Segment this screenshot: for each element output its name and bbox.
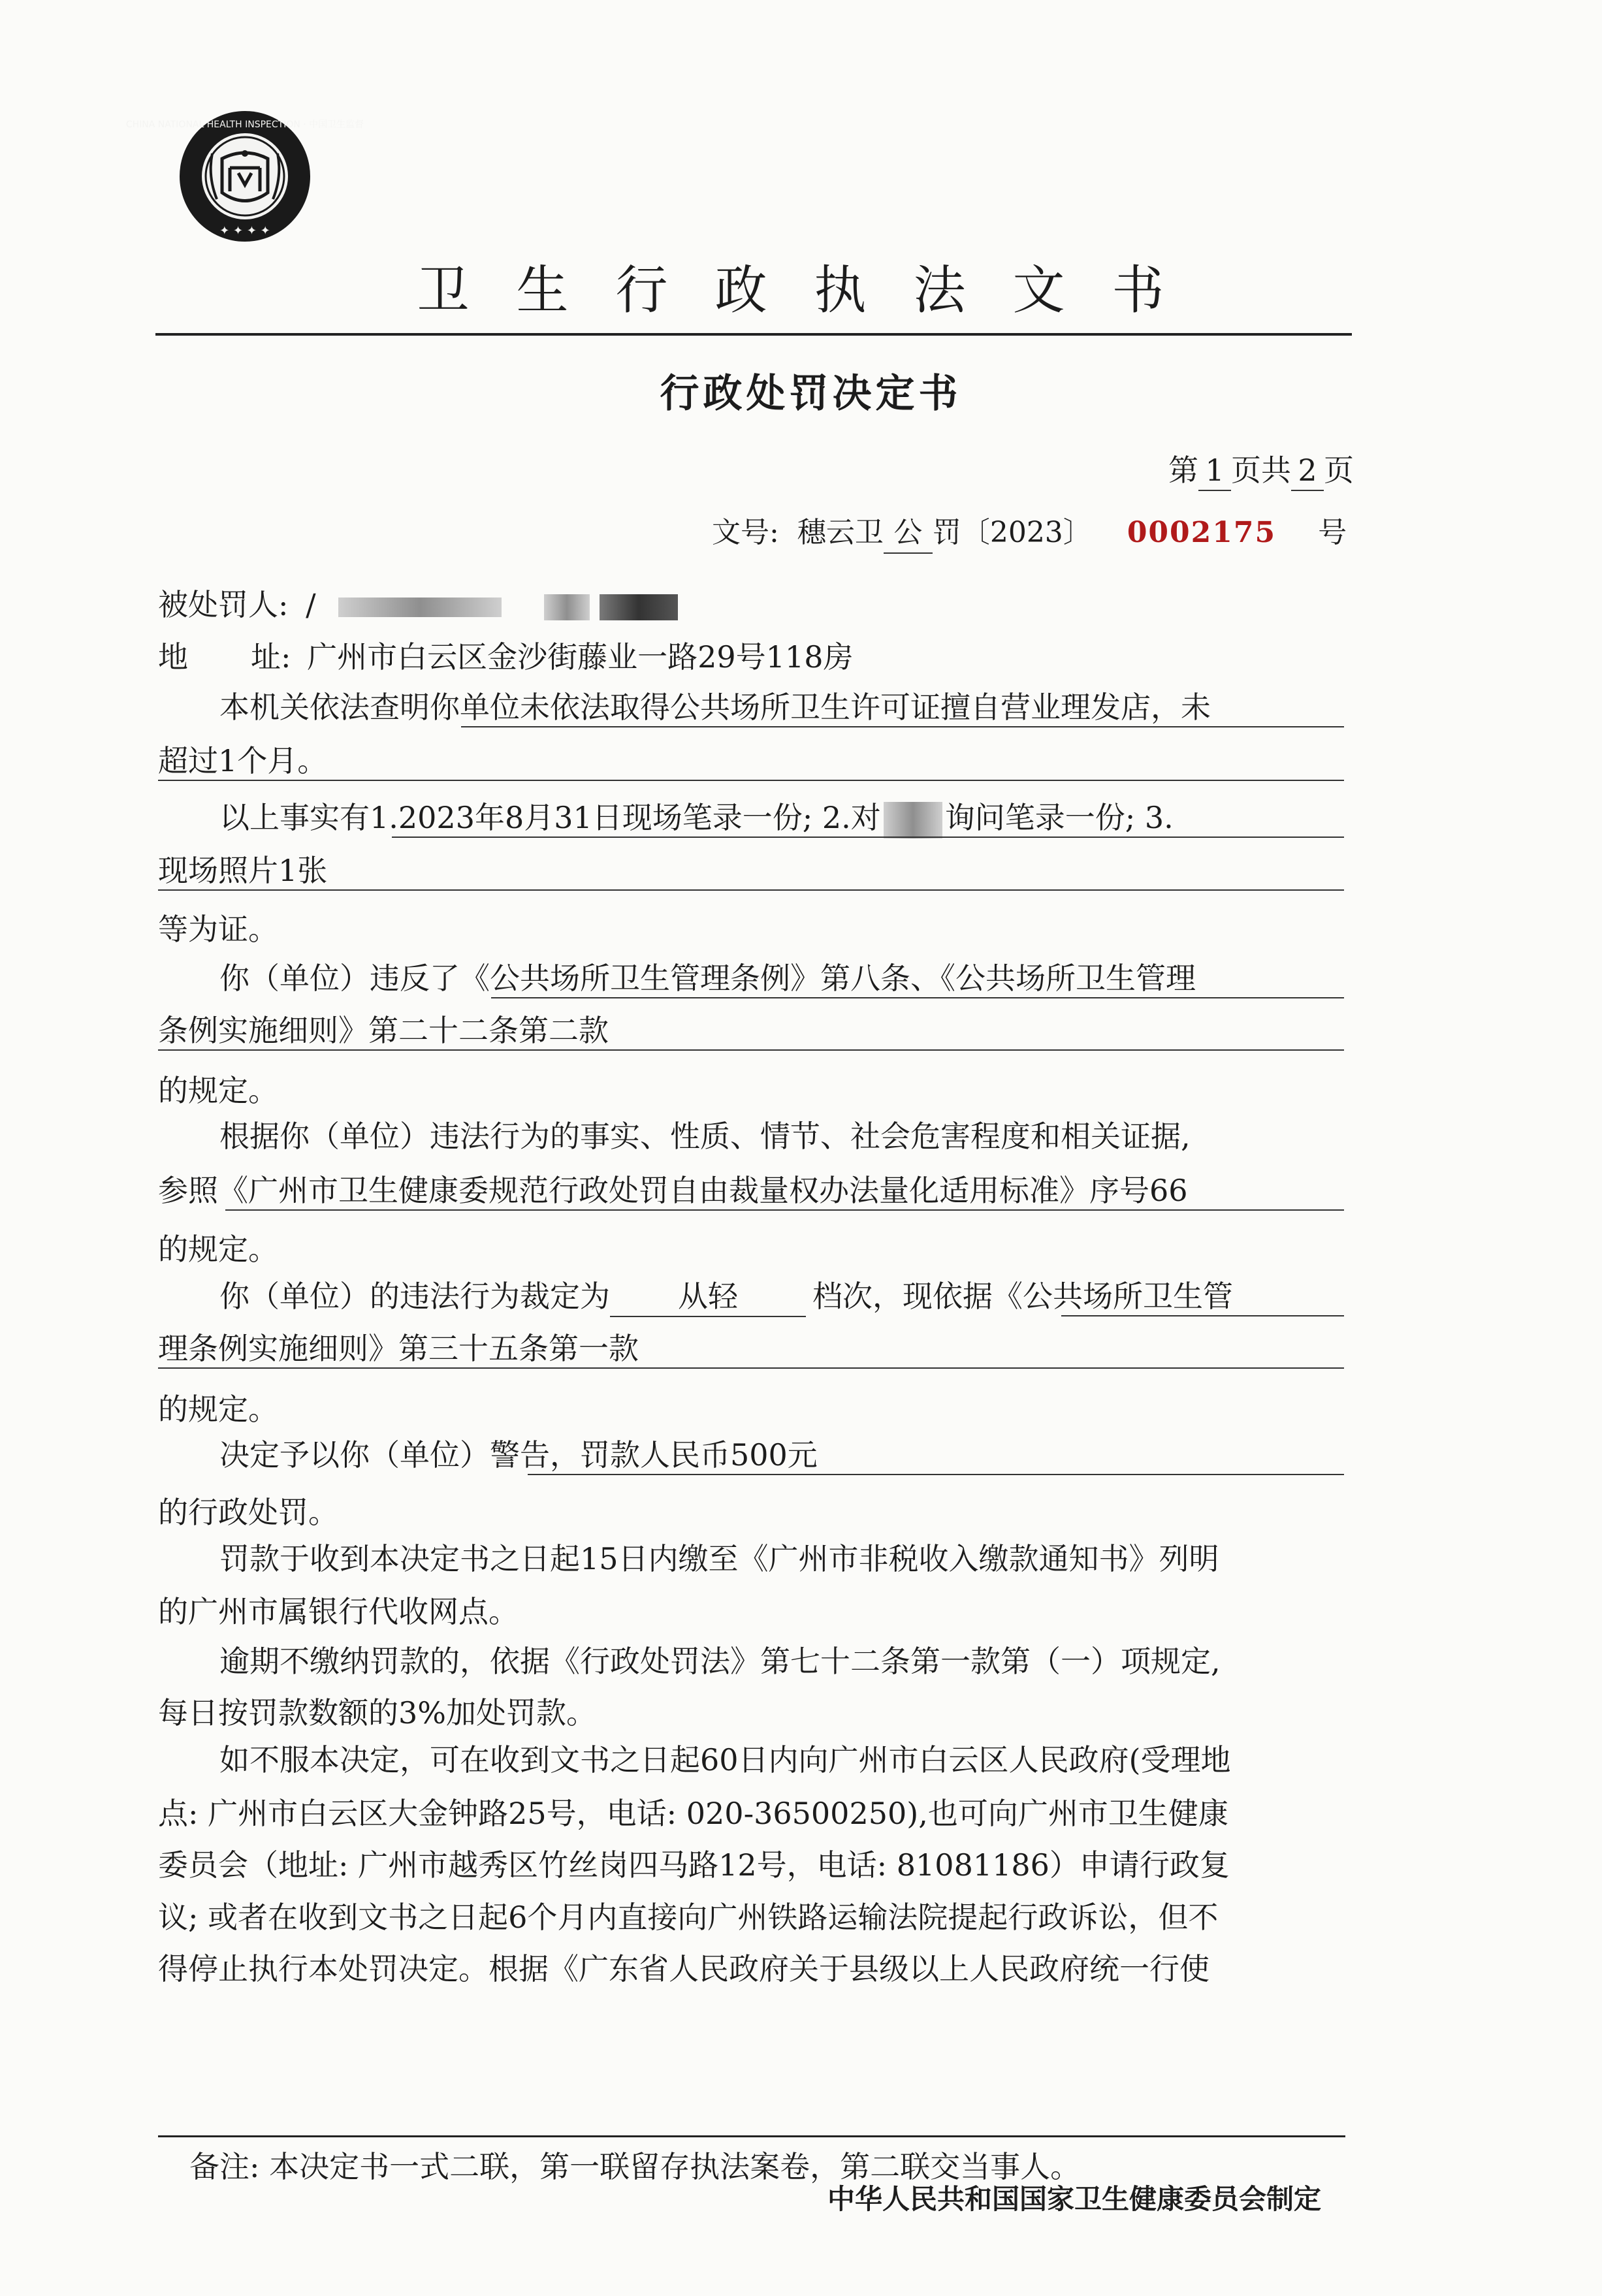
evidence-prefix: 以上事实有 — [219, 800, 370, 835]
page-total: 2 — [1291, 451, 1324, 491]
payment-line-2: 的广州市属银行代收网点。 — [158, 1594, 519, 1629]
decision-prefix: 决定予以你（单位） — [219, 1437, 490, 1473]
underline — [158, 1367, 1344, 1369]
legal-basis-text-1: 《公共场所卫生管 — [993, 1279, 1233, 1314]
doc-number-agency: 穗云卫 — [797, 516, 884, 549]
legal-basis-suffix: 的规定。 — [158, 1392, 278, 1427]
appeal-line-3: 委员会（地址: 广州市越秀区竹丝岗四马路12号，电话: 81081186）申请行政复 — [158, 1847, 1230, 1883]
document-type-title: 卫生行政执法文书 — [417, 260, 1211, 321]
late-fee-line-2: 每日按罚款数额的3%加处罚款。 — [158, 1695, 596, 1730]
page-current: 1 — [1198, 451, 1231, 491]
party-name-line — [158, 585, 678, 624]
violation-suffix: 的规定。 — [158, 1073, 278, 1108]
level-mid: 档次，现依据 — [812, 1279, 993, 1314]
decision-line — [219, 1435, 818, 1475]
underline — [158, 1049, 1344, 1051]
evidence-line-1 — [219, 798, 1174, 838]
evidence-text-1b: 询问笔录一份; 3. — [944, 800, 1174, 835]
level-line — [219, 1277, 1233, 1317]
legal-basis-line-2: 理条例实施细则》第三十五条第一款 — [158, 1331, 639, 1366]
pagination-prefix: 第 — [1168, 453, 1198, 488]
late-fee-line-1: 逾期不缴纳罚款的，依据《行政处罚法》第七十二条第一款第（一）项规定, — [219, 1644, 1221, 1679]
address-label: 地 — [158, 639, 188, 675]
finding-line-1 — [219, 688, 1211, 727]
underline — [392, 837, 1344, 838]
doc-number-label: 文号: — [712, 516, 779, 549]
appeal-line-1: 如不服本决定，可在收到文书之日起60日内向广州市白云区人民政府(受理地 — [219, 1742, 1231, 1778]
violation-line-1 — [219, 959, 1196, 998]
underline — [528, 1474, 1344, 1475]
doc-number-type: 公 — [884, 513, 933, 554]
pagination-middle: 页共 — [1231, 453, 1291, 488]
appeal-line-2: 点: 广州市白云区大金钟路25号，电话: 020-36500250),也可向广州市卫生健康 — [158, 1796, 1228, 1831]
violation-text-1: 《公共场所卫生管理条例》第八条、《公共场所卫生管理 — [460, 961, 1196, 996]
level-prefix: 你（单位）的违法行为裁定为 — [219, 1279, 610, 1314]
basis-prefix: 参照 — [158, 1173, 218, 1208]
party-name-label: 被处罚人: — [158, 587, 289, 622]
address-label-suffix: 址: — [251, 639, 291, 675]
underline — [461, 726, 1344, 727]
health-inspection-emblem-icon — [125, 108, 364, 245]
finding-text-1: 你单位未依法取得公共场所卫生许可证擅自营业理发店，未 — [430, 690, 1211, 725]
basis-suffix: 的规定。 — [158, 1232, 278, 1267]
document-name: 行政处罚决定书 — [660, 371, 962, 417]
pagination — [1168, 451, 1354, 491]
address-value: 广州市白云区金沙街藤业一路29号118房 — [307, 639, 854, 675]
penalty-level-value: 从轻 — [610, 1277, 806, 1317]
issuing-organization: 中华人民共和国国家卫生健康委员会制定 — [827, 2183, 1321, 2215]
svg-text:✦ ✦ ✦ ✦: ✦ ✦ ✦ ✦ — [219, 224, 270, 238]
doc-number-year: 〔2023〕 — [961, 516, 1092, 549]
underline — [158, 780, 1344, 781]
doc-number-penalty: 罚 — [932, 516, 961, 549]
document-number — [712, 513, 1347, 554]
basis-line-2 — [158, 1171, 1188, 1210]
health-inspection-emblem — [125, 108, 364, 245]
party-address-line — [158, 637, 853, 677]
redaction-block — [884, 802, 942, 838]
decision-value: 警告，罚款人民币500元 — [490, 1437, 818, 1473]
violation-line-2: 条例实施细则》第二十二条第二款 — [158, 1013, 609, 1048]
basis-line-1: 根据你（单位）违法行为的事实、性质、情节、社会危害程度和相关证据, — [219, 1119, 1191, 1154]
doc-number-suffix: 号 — [1318, 516, 1347, 549]
underline — [225, 1209, 1344, 1211]
appeal-line-4: 议; 或者在收到文书之日起6个月内直接向广州铁路运输法院提起行政诉讼，但不 — [158, 1900, 1219, 1935]
finding-prefix: 本机关依法查明 — [219, 690, 430, 725]
underline — [1061, 1315, 1344, 1316]
payment-line-1: 罚款于收到本决定书之日起15日内缴至《广州市非税收入缴款通知书》列明 — [219, 1541, 1219, 1576]
pagination-suffix: 页 — [1324, 453, 1354, 488]
doc-number-serial: 0002175 — [1127, 516, 1277, 549]
finding-line-2: 超过1个月。 — [158, 743, 328, 778]
underline — [158, 889, 1344, 891]
basis-text-2: 《广州市卫生健康委规范行政处罚自由裁量权办法量化适用标准》序号66 — [218, 1173, 1188, 1208]
party-name-value: / — [306, 587, 316, 622]
redaction-block — [544, 594, 590, 620]
footer-divider — [158, 2135, 1345, 2137]
evidence-suffix: 等为证。 — [158, 912, 278, 947]
redaction-block — [600, 594, 678, 620]
violation-prefix: 你（单位）违反了 — [219, 961, 460, 996]
title-divider — [155, 333, 1352, 336]
redaction-block — [338, 598, 502, 617]
emblem-caption: CHINA NATIONAL HEALTH INSPECTION · 中国卫生监督 — [125, 120, 364, 130]
decision-suffix: 的行政处罚。 — [158, 1495, 338, 1530]
evidence-text-1a: 1.2023年8月31日现场笔录一份; 2.对 — [370, 800, 881, 835]
footer-note: 备注: 本决定书一式二联，第一联留存执法案卷，第二联交当事人。 — [189, 2149, 1081, 2184]
underline — [491, 997, 1344, 998]
evidence-line-2: 现场照片1张 — [158, 853, 328, 888]
appeal-line-5: 得停止执行本处罚决定。根据《广东省人民政府关于县级以上人民政府统一行使 — [158, 1951, 1210, 1986]
